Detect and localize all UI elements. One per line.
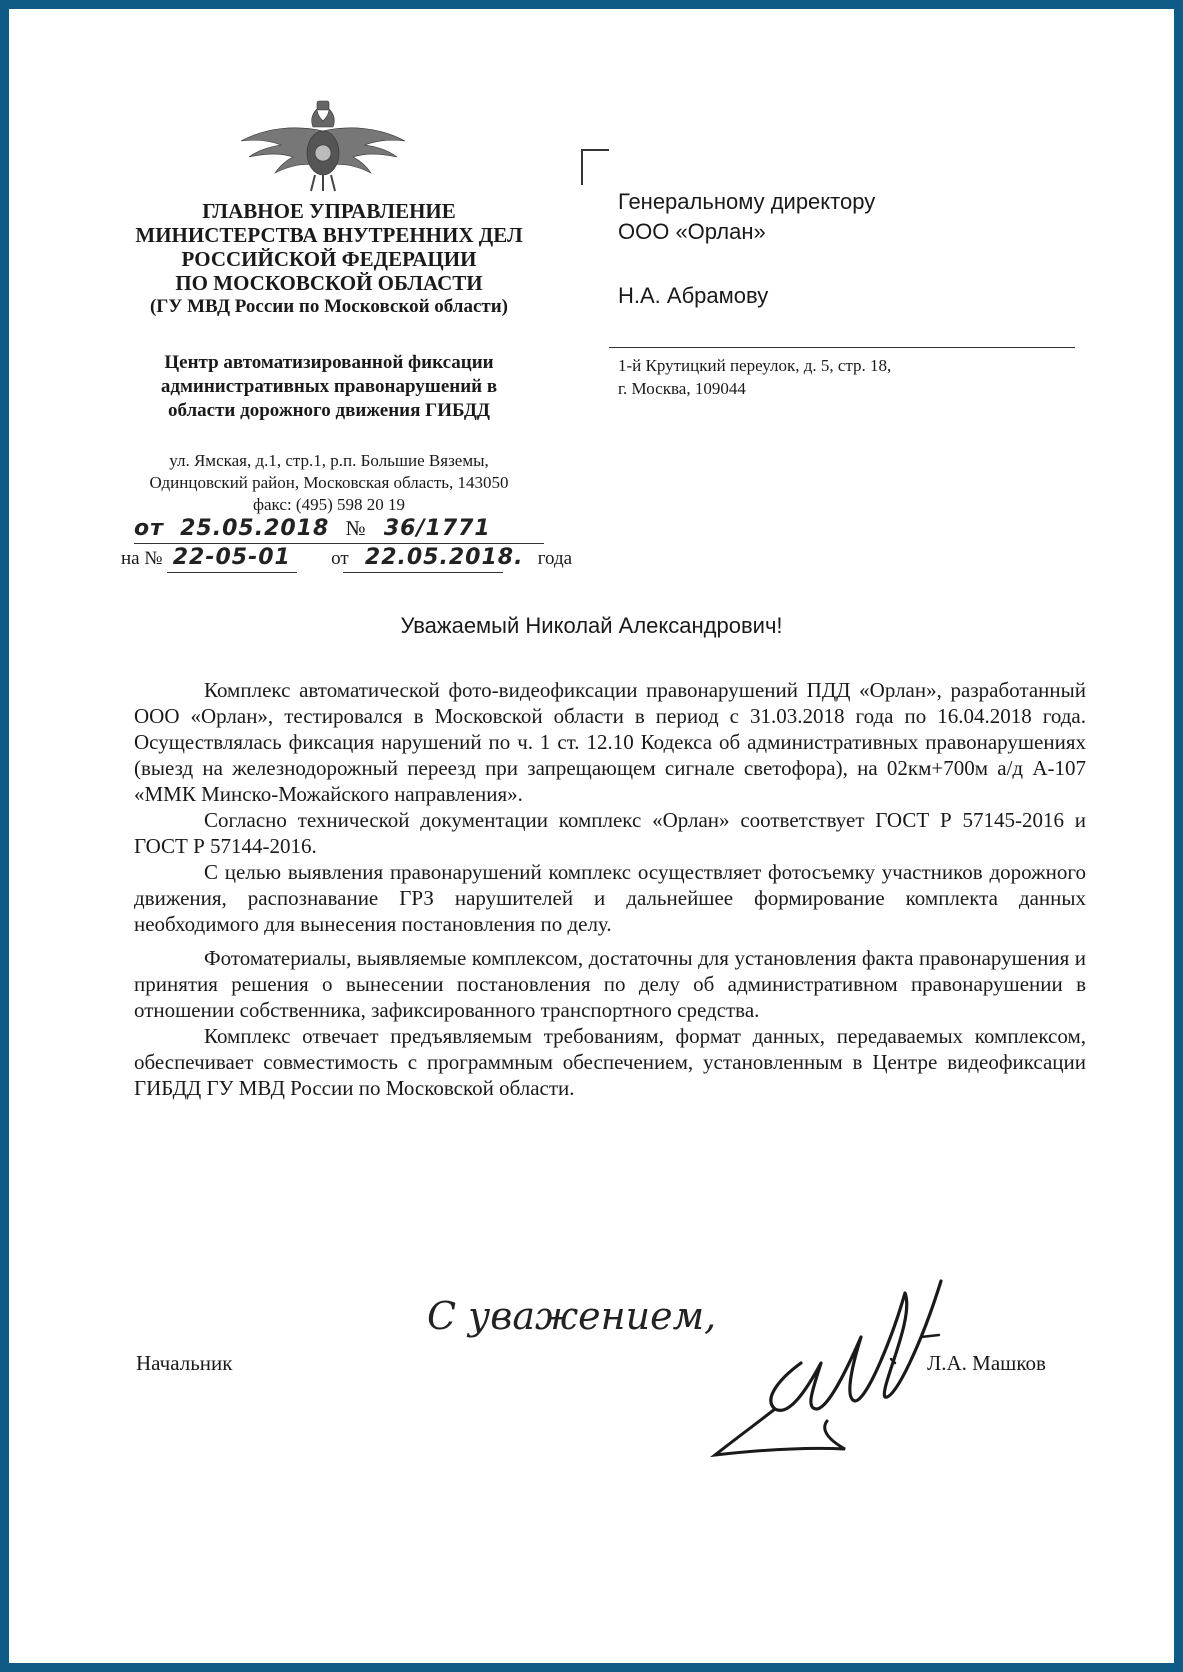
recipient-address-line: г. Москва, 109044 xyxy=(618,379,746,398)
recipient-name: Н.А. Абрамову xyxy=(618,283,769,308)
letter-sheet xyxy=(9,9,1174,1663)
body-paragraph: С целью выявления правонарушений комплекс осуществляет фотосъемку участников дорожного движения, распознавание ГРЗ нарушителей и дальнейшее формирование комплекта данных необходимого для вынесения постановления по делу. xyxy=(134,860,1086,936)
outgoing-date: 25.05.2018 xyxy=(180,516,330,541)
reply-number-underline xyxy=(167,572,297,573)
page-frame xyxy=(9,9,1174,1663)
body-paragraph: Комплекс отвечает предъявляемым требованиям, формат данных, передаваемых комплексом, обеспечивает совместимость с программным обеспечением, установленным в Центре видеофиксации ГИБДД ГУ МВД России по Московской области. xyxy=(134,1024,1086,1100)
reply-date-underline xyxy=(343,572,503,573)
handwritten-closing: С уважением, xyxy=(427,1294,717,1338)
address-line: ул. Ямская, д.1, стр.1, р.п. Большие Вяземы, xyxy=(169,451,489,470)
reply-from-label: от xyxy=(331,548,349,569)
year-label: года xyxy=(537,548,573,569)
org-line: ПО МОСКОВСКОЙ ОБЛАСТИ xyxy=(175,271,483,295)
letter-body xyxy=(134,677,1086,1101)
org-line: (ГУ МВД России по Московской области) xyxy=(149,296,509,317)
outgoing-underline xyxy=(134,543,544,544)
salutation: Уважаемый Николай Александрович! xyxy=(400,613,783,638)
org-line: ГЛАВНОЕ УПРАВЛЕНИЕ xyxy=(202,199,456,223)
org-line: РОССИЙСКОЙ ФЕДЕРАЦИИ xyxy=(181,247,477,271)
outgoing-number: 36/1771 xyxy=(383,516,491,541)
outgoing-registration xyxy=(134,516,491,541)
center-line: Центр автоматизированной фиксации xyxy=(164,352,494,373)
from-label: от xyxy=(134,516,164,541)
center-line: области дорожного движения ГИБДД xyxy=(167,400,491,421)
center-name xyxy=(109,351,549,423)
recipient-title xyxy=(618,187,875,247)
reply-to-label: на № xyxy=(121,548,163,569)
center-line: административных правонарушений в xyxy=(160,376,498,397)
reply-number: 22-05-01 xyxy=(172,545,291,570)
recipient-address xyxy=(618,354,891,400)
body-paragraph: Комплекс автоматической фото-видеофиксации правонарушений ПДД «Орлан», разработанный ООО «Орлан», тестировался в Московской области в период с 31.03.2018 года по 16.04.2018 года. Осуществлялась фиксация нарушений по ч. 1 ст. 12.10 Кодекса об административных правонарушениях (выезд на железнодорожный переезд при запрещающем сигнале светофора), на 02км+700м а/д А-107 «ММК Минско-Можайского направления». xyxy=(134,678,1086,806)
recipient-title-line: Генеральному директору xyxy=(618,189,876,214)
reply-date: 22.05.2018. xyxy=(364,545,524,570)
recipient-divider xyxy=(609,347,1075,348)
address-line: Одинцовский район, Московская область, 143050 xyxy=(149,473,509,492)
sender-address xyxy=(109,450,549,516)
signatory-name: Л.А. Машков xyxy=(927,1351,1046,1375)
address-line: факс: (495) 598 20 19 xyxy=(253,495,405,514)
reply-registration xyxy=(121,545,572,570)
body-paragraph: Фотоматериалы, выявляемые комплексом, достаточны для установления факта правонарушения и принятия решения о вынесении постановления по делу об административном правонарушении в отношении собственника, зафиксированного транспортного средства. xyxy=(134,946,1086,1022)
recipient-title-line: ООО «Орлан» xyxy=(618,219,766,244)
double-headed-eagle-emblem-icon xyxy=(237,97,409,193)
signer-position: Начальник xyxy=(136,1351,233,1375)
recipient-address-line: 1-й Крутицкий переулок, д. 5, стр. 18, xyxy=(618,356,892,375)
address-corner-mark xyxy=(581,149,609,185)
body-paragraph: Согласно технической документации комплекс «Орлан» соответствует ГОСТ Р 57145-2016 и ГОСТ Р 57144-2016. xyxy=(134,808,1086,858)
organization-name xyxy=(109,199,549,319)
org-line: МИНИСТЕРСТВА ВНУТРЕННИХ ДЕЛ xyxy=(135,223,523,247)
number-label: № xyxy=(345,516,366,540)
